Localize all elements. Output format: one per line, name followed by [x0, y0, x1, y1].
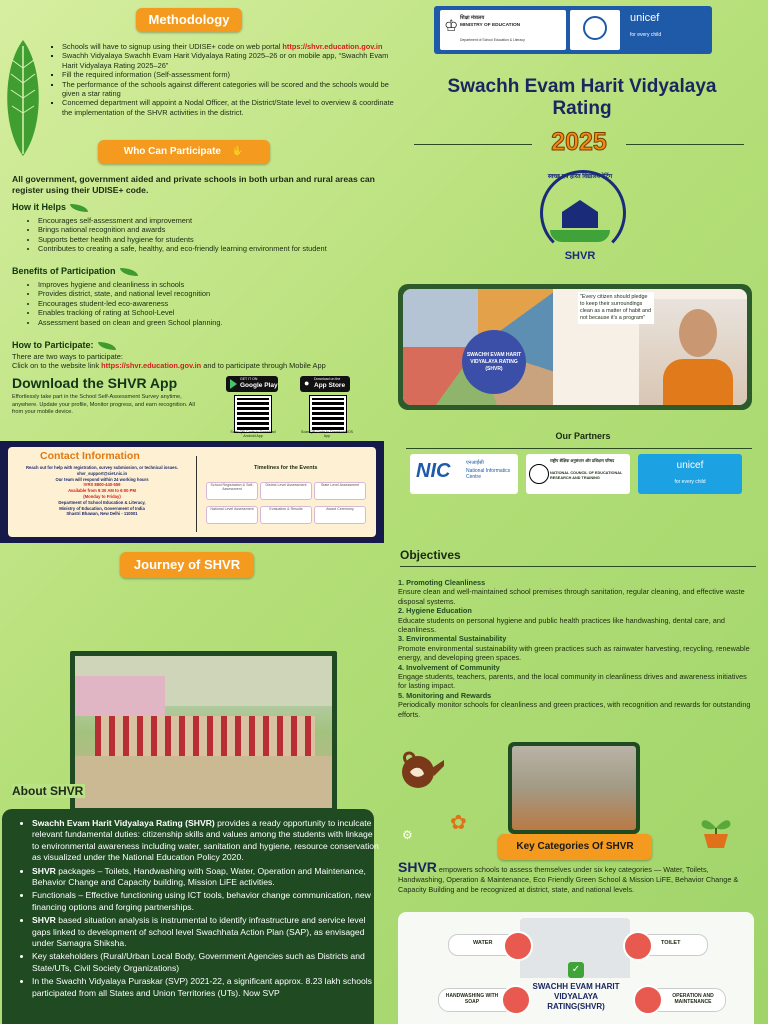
gear-icon: ⚙	[402, 828, 413, 842]
partners-strip	[406, 448, 752, 449]
leaf-icon	[98, 342, 116, 350]
list-item: 1. Promoting Cleanliness Ensure clean and well-maintained school premises through sanitation, regular cleaning, and effective waste disposal systems.	[398, 578, 745, 606]
who-can-participate-title: Who Can Participate ✋	[98, 140, 270, 164]
contact-details: Reach out for help with registration, survey submission, or technical issues. shvr_support@ciet.nic.in Our team will respond within 24 working hours IVRS 8800-440-559 Available from 9:30 AM to 6:00 PM (Monday to Friday) Department of School Education & Literacy, Ministry of Education, Government of India Shastri Bhawan, New Delhi - 110001	[26, 465, 178, 517]
list-item: • Brings national recognition and awards	[38, 225, 398, 234]
how-to-participate-text: There are two ways to participate: Click on to the website link https://shvr.education.gov.in and to participate through Mobile App	[12, 352, 326, 371]
category-water[interactable]: WATER	[448, 934, 530, 956]
leaf-icon	[4, 38, 42, 158]
category-toilet[interactable]: TOILET	[626, 934, 708, 956]
how-it-helps-list	[20, 216, 398, 254]
who-can-participate-text: All government, government aided and private schools in both urban and rural areas can register using their UDISE+ code.	[12, 174, 375, 195]
partner-nic[interactable]: NIC एनआईसी National Informatics Centre	[410, 454, 518, 494]
app-store-badge[interactable]: ● Download on the App Store	[300, 376, 350, 392]
about-list	[14, 818, 380, 999]
title-year: 2025	[551, 128, 607, 156]
download-text: Effortlessly take part in the School Self-Assessment Survey anytime, anywhere. Update your profile, Monitor progress, and earn recognition. All from your mobile device.	[12, 394, 195, 416]
title-rule-right	[626, 144, 744, 145]
handwashing-icon	[501, 985, 531, 1015]
website-link[interactable]: https://shvr.education.gov.in	[101, 361, 202, 371]
list-item: ▪ Fill the required information (Self-assessment form)	[62, 70, 402, 79]
list-item: • SHVR based situation analysis is instrumental to identify infrastructure and service level gaps linked to development of school level Swachhata Action Plan (SAP), as envisaged under Samagra Shiksha.	[32, 915, 380, 949]
categories-diagram: ✓ SWACHH EVAM HARIT VIDYALAYA RATING(SHVR) WATER TOILET HANDWASHING WITH SOAP OPERATION AND MAINTENANCE	[398, 912, 754, 1024]
list-item: • Provides district, state, and national level recognition	[38, 289, 398, 298]
hero-circle: SWACHH EVAM HARIT VIDYALAYA RATING (SHVR)	[462, 330, 526, 394]
list-item: • Supports better health and hygiene for students	[38, 235, 398, 244]
maintenance-icon	[633, 985, 663, 1015]
flower-icon: ✿	[450, 812, 467, 834]
journey-photo	[75, 656, 332, 808]
hero-banner-inner	[403, 289, 747, 405]
list-item: • In the Swachh Vidyalaya Puraskar (SVP) 2021-22, a significant approx. 8.23 lakh schools participated from all States and Union Territories (UTs). Now SVP	[32, 976, 380, 999]
android-qr-code[interactable]	[235, 396, 271, 432]
list-item: • Functionals – Effective functioning using ICT tools, behavior change communication, new financing options and forging partnerships.	[32, 890, 380, 913]
page-title: Swachh Evam Harit Vidyalaya Rating	[447, 76, 717, 119]
methodology-title: Methodology	[136, 8, 242, 32]
leaf-icon	[120, 268, 138, 276]
hero-quote: "Every citizen should pledge to keep their surroundings clean as a matter of habit and not because it's a program"	[578, 292, 654, 324]
timeline-item: District Level Assessment	[260, 482, 312, 500]
timeline-item: Evaluation & Results	[260, 506, 312, 524]
list-item: • Key stakeholders (Rural/Urban Local Body, Government Agencies such as Districts and State/UTs, Civil Society Organizations)	[32, 951, 380, 974]
list-item: • Contributes to creating a safe, healthy, and eco-friendly learning environment for student	[38, 244, 398, 253]
check-icon: ✓	[568, 962, 584, 978]
download-title: Download the SHVR App	[12, 375, 178, 391]
category-handwashing[interactable]: HANDWASHING WITH SOAP	[438, 988, 528, 1012]
category-operation[interactable]: OPERATION AND MAINTENANCE	[636, 988, 726, 1012]
title-rule-left	[414, 144, 532, 145]
timeline-item: Award Ceremony	[314, 506, 366, 524]
objectives-list	[398, 578, 754, 719]
benefits-list	[20, 280, 398, 327]
about-title: About SHVR	[12, 784, 84, 798]
key-categories-title: Key Categories Of SHVR	[498, 834, 652, 860]
list-item: 4. Involvement of Community Engage students, teachers, parents, and the local community in cleanliness drives and awareness initiatives for lasting impact.	[398, 662, 747, 691]
plant-pot-icon	[696, 806, 736, 850]
list-item: ▪ Swachh Vidyalaya Swachh Evam Harit Vidyalaya Rating 2025–26 or on mobile app, “Swachh Evam Harit Vidyalaya Rating 2025–26”	[62, 51, 402, 70]
ios-qr-code[interactable]	[310, 396, 346, 432]
timeline-item: State Level Assessment	[314, 482, 366, 500]
list-item: 5. Monitoring and Rewards Periodically monitor schools for cleanliness and green practices, with recognition and rewards for outstanding efforts.	[398, 690, 751, 719]
watering-can-icon	[396, 748, 446, 796]
ncert-emblem-icon	[529, 464, 549, 484]
list-item: 2. Hygiene Education Educate students on personal hygiene and public health practices like handwashing, dental care, and cleanliness.	[398, 606, 725, 635]
partner-ncert[interactable]: राष्ट्रीय शैक्षिक अनुसंधान और प्रशिक्षण परिषद NATIONAL COUNCIL OF EDUCATIONAL RESEARCH AND TRAINING	[526, 454, 630, 494]
partners-title: Our Partners	[555, 431, 611, 441]
objectives-photo	[512, 746, 636, 830]
leaf-icon	[70, 204, 88, 212]
list-item: • Assessment based on clean and green School planning.	[38, 318, 398, 327]
portal-link[interactable]: https://shvr.education.gov.in	[282, 42, 383, 51]
list-item: • SHVR packages – Toilets, Handwashing with Soap, Water, Operation and Maintenance, Behavior Change and Capacity building, Mission LiFE activities.	[32, 866, 380, 889]
play-icon	[230, 379, 237, 389]
globe-icon	[583, 16, 607, 40]
contact-title: Contact Information	[40, 450, 140, 462]
objectives-rule	[400, 566, 756, 567]
unicef-header-logo: unicef for every child	[630, 12, 662, 38]
timeline-item: National Level Assessment	[206, 506, 258, 524]
list-item: • Encourages self-assessment and improvement	[38, 216, 398, 225]
hands-icon: ✋	[231, 146, 245, 157]
apple-icon: ●	[304, 378, 310, 388]
methodology-list	[44, 42, 402, 117]
emblem-icon: ♔	[444, 18, 459, 35]
how-it-helps-title: How it Helps	[12, 202, 88, 212]
portrait-face	[679, 309, 717, 357]
toilet-icon	[623, 931, 653, 961]
ios-qr-caption: Scan QR Code to Download iOS App	[300, 430, 354, 438]
list-item: ▪ Schools will have to signup using their UDISE+ code on web portal https://shvr.education.gov.in	[62, 42, 402, 51]
list-item: ▪ The performance of the schools against different categories will be scored and the schools would be given a star rating	[62, 80, 402, 99]
timeline-title: Timelines for the Events	[254, 465, 318, 471]
school-icon	[562, 200, 598, 230]
list-item: • Encourages student-led eco-awareness	[38, 299, 398, 308]
how-to-participate-title: How to Participate:	[12, 340, 116, 350]
benefits-title: Benefits of Participation	[12, 266, 138, 276]
journey-title: Journey of SHVR	[120, 552, 254, 578]
portrait-vest	[663, 359, 733, 405]
shvr-logo: स्वच्छ एवं हरित विद्यालय रेटिंग SHVR	[530, 170, 630, 276]
key-categories-text: SHVR empowers schools to assess themselves under six key categories — Water, Toilets, Handwashing, Operation & Maintenance, Eco Friendly Green School & Mission LiFE, Behavior Change & Capacity Building and be recognized at district, state, and national levels.	[398, 859, 739, 894]
google-play-badge[interactable]: GET IT ON Google Play	[226, 376, 278, 392]
list-item: • Swachh Evam Harit Vidyalaya Rating (SHVR) provides a ready opportunity to inculcate relevant fundamental duties: citizenship skills and values among the students with linkage to environmental awareness including water, sanitation and hygiene, resource conservation as visualized under the National Education Policy 2020.	[32, 818, 380, 864]
lifestyle-logo	[570, 10, 620, 50]
list-item: ▪ Concerned department will appoint a Nodal Officer, at the District/State level to overview & coordinate the implementation of the SHVR activities in the district.	[62, 98, 402, 117]
list-item: • Improves hygiene and cleanliness in schools	[38, 280, 398, 289]
contact-divider	[196, 456, 197, 532]
partner-unicef[interactable]: unicef for every child	[638, 454, 742, 494]
android-qr-caption: Scan QR Code to Download Android App	[230, 430, 276, 438]
list-item: • Enables tracking of rating at School-Level	[38, 308, 398, 317]
water-icon	[503, 931, 533, 961]
moe-logo-box: ♔ शिक्षा मंत्रालय MINISTRY OF EDUCATION Department of School Education & Literacy	[440, 10, 566, 50]
timeline-item: School Registration & Self-Assessment	[206, 482, 258, 500]
leaf-icon	[550, 230, 610, 242]
objectives-title: Objectives	[400, 548, 461, 562]
list-item: 3. Environmental Sustainability Promote environmental sustainability with green practices such as rainwater harvesting, recycling, renewable energy, and developing green spaces.	[398, 634, 750, 663]
